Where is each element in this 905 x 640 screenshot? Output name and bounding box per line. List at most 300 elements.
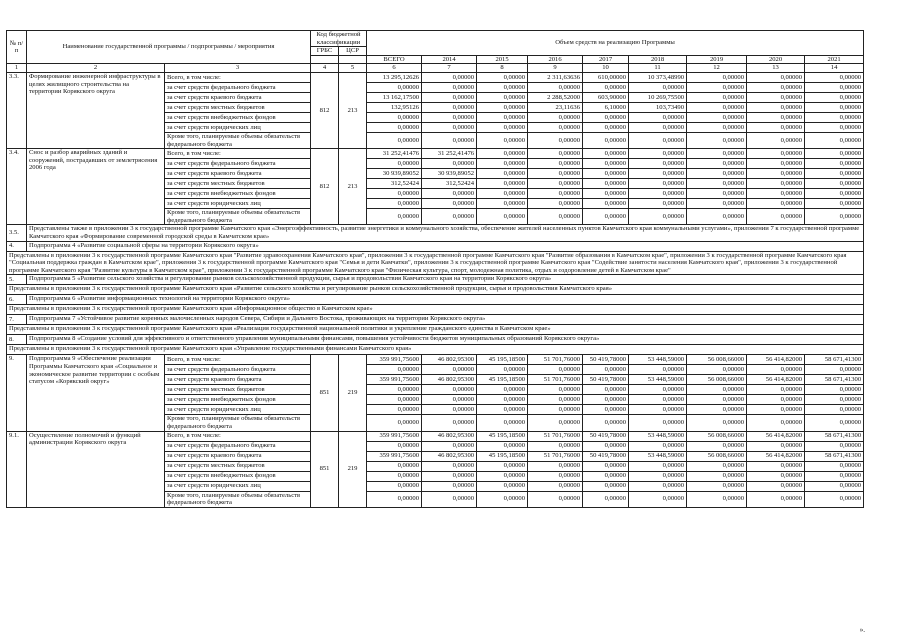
value-cell: 10 373,48990 [629,72,687,82]
value-cell: 0,00000 [477,72,528,82]
value-cell: 53 448,59000 [629,355,687,365]
value-cell: 0,00000 [805,122,864,132]
value-cell: 13 162,17500 [367,92,422,102]
value-cell: 30 939,89052 [367,169,422,179]
value-cell: 0,00000 [629,112,687,122]
value-cell: 0,00000 [528,461,583,471]
value-cell: 0,00000 [528,405,583,415]
value-cell: 0,00000 [629,159,687,169]
index-cell: 7 [422,64,477,73]
table-body [7,31,864,508]
value-cell: 0,00000 [629,169,687,179]
source-label: за счет средств юридических лиц [165,481,311,491]
value-cell: 6,10000 [583,102,629,112]
row-number: 3.4. [7,149,27,225]
value-cell: 312,52424 [367,179,422,189]
value-cell: 0,00000 [583,385,629,395]
value-cell: 46 802,95300 [422,355,477,365]
value-cell: 0,00000 [477,491,528,507]
value-cell: 0,00000 [629,132,687,148]
value-cell: 0,00000 [528,481,583,491]
value-cell: 58 671,41300 [805,451,864,461]
value-cell: 0,00000 [583,415,629,431]
value-cell: 0,00000 [367,112,422,122]
subprogram-title: Подпрограмма 7 «Устойчивое развитие коренных малочисленных народов Севера, Сибири и Дальнего Востока, проживающих на территории Корякского округа» [27,315,864,325]
subprogram-row [7,275,864,285]
value-cell: 103,73490 [629,102,687,112]
grbs-code: 851 [311,355,339,431]
header-grbs-blank [311,55,339,64]
value-cell: 0,00000 [528,132,583,148]
value-cell: 0,00000 [422,405,477,415]
value-cell: 0,00000 [583,441,629,451]
value-cell: 603,90000 [583,92,629,102]
value-cell: 0,00000 [477,112,528,122]
subprogram-number: 6. [7,295,27,305]
source-label: за счет средств местных бюджетов [165,461,311,471]
row-number: 3.3. [7,72,27,148]
value-cell: 0,00000 [747,461,805,471]
source-label: за счет средств внебюджетных фондов [165,112,311,122]
source-label: Всего, в том числе: [165,149,311,159]
value-cell: 0,00000 [583,132,629,148]
value-cell: 0,00000 [805,199,864,209]
value-cell: 0,00000 [583,179,629,189]
value-cell: 50 419,78000 [583,375,629,385]
subprogram-row [7,335,864,345]
source-label: за счет средств местных бюджетов [165,179,311,189]
value-cell: 0,00000 [629,179,687,189]
value-cell: 45 195,18500 [477,451,528,461]
value-cell: 45 195,18500 [477,431,528,441]
subprogram-number: 8. [7,335,27,345]
value-cell: 0,00000 [805,92,864,102]
value-cell: 0,00000 [629,209,687,225]
value-cell: 0,00000 [477,481,528,491]
value-cell: 0,00000 [805,461,864,471]
value-cell: 0,00000 [805,471,864,481]
header-year: 2019 [687,55,747,64]
csr-code: 219 [339,355,367,431]
value-cell: 0,00000 [687,491,747,507]
value-cell: 0,00000 [528,415,583,431]
value-cell: 0,00000 [687,441,747,451]
value-cell: 0,00000 [422,102,477,112]
value-cell: 0,00000 [629,395,687,405]
value-cell: 0,00000 [422,471,477,481]
header-volume: Объем средств на реализацию Программы [367,31,864,56]
csr-code: 213 [339,72,367,148]
value-cell: 0,00000 [477,461,528,471]
grbs-code: 812 [311,72,339,148]
value-cell: 0,00000 [687,481,747,491]
index-cell: 14 [805,64,864,73]
header-year: 2016 [528,55,583,64]
subprogram-row [7,241,864,251]
value-cell: 0,00000 [528,385,583,395]
grbs-code: 812 [311,149,339,225]
source-label: за счет средств краевого бюджета [165,169,311,179]
value-cell: 0,00000 [477,132,528,148]
value-cell: 0,00000 [422,385,477,395]
note-text: Представлены в приложении 3 к государственной программе Камчатского края «Управление государственными финансами Камчатского края» [7,345,864,355]
value-cell: 0,00000 [422,132,477,148]
value-cell: 0,00000 [687,461,747,471]
value-cell: 0,00000 [629,149,687,159]
value-cell: 0,00000 [583,405,629,415]
header-year: 2020 [747,55,805,64]
value-cell: 0,00000 [477,92,528,102]
value-cell: 0,00000 [687,199,747,209]
value-cell: 0,00000 [747,102,805,112]
value-cell: 0,00000 [687,102,747,112]
value-cell: 0,00000 [583,122,629,132]
value-cell: 0,00000 [477,179,528,189]
value-cell: 0,00000 [687,72,747,82]
value-cell: 0,00000 [629,481,687,491]
value-cell: 0,00000 [528,471,583,481]
table-row [7,431,864,441]
index-cell: 5 [339,64,367,73]
value-cell: 0,00000 [422,209,477,225]
source-label: за счет средств краевого бюджета [165,451,311,461]
value-cell: 0,00000 [528,179,583,189]
value-cell: 0,00000 [629,471,687,481]
value-cell: 0,00000 [477,405,528,415]
header-year: 2021 [805,55,864,64]
value-cell: 0,00000 [747,92,805,102]
source-label: за счет средств внебюджетных фондов [165,189,311,199]
value-cell: 58 671,41300 [805,355,864,365]
table-row [7,355,864,365]
value-cell: 0,00000 [477,395,528,405]
value-cell: 0,00000 [422,481,477,491]
value-cell: 0,00000 [583,199,629,209]
value-cell: 0,00000 [805,189,864,199]
note-text: Представлены в приложении 3 к государственной программе Камчатского края «Реализация государственной национальной политики и укрепление гражданского единства в Камчатском крае» [7,325,864,335]
value-cell: 0,00000 [528,189,583,199]
value-cell: 0,00000 [422,92,477,102]
value-cell: 0,00000 [805,82,864,92]
value-cell: 56 008,66000 [687,431,747,441]
value-cell: 0,00000 [629,365,687,375]
index-cell: 6 [367,64,422,73]
subprogram-title: Подпрограмма 6 «Развитие информационных технологий на территории Корякского округа» [27,295,864,305]
value-cell: 0,00000 [805,405,864,415]
value-cell: 0,00000 [747,491,805,507]
value-cell: 56 008,66000 [687,375,747,385]
value-cell: 0,00000 [805,415,864,431]
value-cell: 0,00000 [805,72,864,82]
value-cell: 50 419,78000 [583,355,629,365]
value-cell: 0,00000 [477,102,528,112]
header-num: № п/п [7,31,27,64]
source-label: за счет средств внебюджетных фондов [165,395,311,405]
value-cell: 58 671,41300 [805,431,864,441]
index-cell: 8 [477,64,528,73]
value-cell: 0,00000 [629,199,687,209]
value-cell: 51 701,76000 [528,451,583,461]
source-label: за счет средств краевого бюджета [165,92,311,102]
value-cell: 359 991,75600 [367,451,422,461]
value-cell: 51 701,76000 [528,375,583,385]
value-cell: 0,00000 [747,385,805,395]
value-cell: 0,00000 [422,112,477,122]
value-cell: 0,00000 [422,122,477,132]
value-cell: 10 269,75500 [629,92,687,102]
header-year: 2014 [422,55,477,64]
value-cell: 0,00000 [687,179,747,189]
value-cell: 359 991,75600 [367,355,422,365]
note-row [7,305,864,315]
source-label: Кроме того, планируемые объемы обязательств федерального бюджета [165,415,311,431]
value-cell: 0,00000 [367,82,422,92]
value-cell: 0,00000 [367,461,422,471]
value-cell: 0,00000 [629,122,687,132]
value-cell: 0,00000 [583,189,629,199]
note-number: 3.5. [7,225,27,241]
source-label: за счет средств юридических лиц [165,405,311,415]
value-cell: 0,00000 [687,395,747,405]
value-cell: 0,00000 [477,159,528,169]
value-cell: 0,00000 [422,82,477,92]
subprogram-title: Подпрограмма 8 «Создание условий для эффективного и ответственного управления муниципальными финансами, повышения устойчивости бюджетов муниципальных образований Корякского округа» [27,335,864,345]
note-row [7,285,864,295]
value-cell: 610,00000 [583,72,629,82]
value-cell: 0,00000 [629,82,687,92]
value-cell: 0,00000 [805,481,864,491]
value-cell: 0,00000 [583,169,629,179]
row-name: Подпрограмма 9 «Обеспечение реализации Программы Камчатского края «Социальное и экономическое развитие территории с особым статусом «Корякский округ» [27,355,165,431]
source-label: за счет средств внебюджетных фондов [165,471,311,481]
value-cell: 0,00000 [747,189,805,199]
value-cell: 0,00000 [747,169,805,179]
index-cell: 1 [7,64,27,73]
value-cell: 0,00000 [422,189,477,199]
value-cell: 0,00000 [805,179,864,189]
value-cell: 0,00000 [629,491,687,507]
value-cell: 0,00000 [747,82,805,92]
value-cell: 0,00000 [747,405,805,415]
note-text: Представлены также в приложении 3 к государственной программе Камчатского края «Энергоэффективность, развитие энергетики и коммунального хозяйства, обеспечение жителей населенных пунктов Камчатского края коммунальными услугами», приложении 7 к государственной программе Камчатского края «Формирование современной городской среды в Камчатском крае» [27,225,864,241]
grbs-code: 851 [311,431,339,507]
value-cell: 132,95126 [367,102,422,112]
value-cell: 0,00000 [805,102,864,112]
value-cell: 0,00000 [528,209,583,225]
value-cell: 0,00000 [367,122,422,132]
value-cell: 0,00000 [805,441,864,451]
value-cell: 0,00000 [805,209,864,225]
value-cell: 0,00000 [583,481,629,491]
value-cell: 0,00000 [687,471,747,481]
value-cell: 0,00000 [477,209,528,225]
value-cell: 0,00000 [422,461,477,471]
value-cell: 46 802,95300 [422,451,477,461]
value-cell: 0,00000 [583,112,629,122]
value-cell: 0,00000 [583,159,629,169]
note-text: Представлены в приложении 3 к государственной программе Камчатского края «Развитие сельского хозяйства и регулирование рынков сельскохозяйственной продукции, сырья и продовольствия Камчатского края» [7,285,864,295]
value-cell: 0,00000 [583,395,629,405]
note-text: Представлены в приложении 3 к государственной программе Камчатского края «Информационное общество в Камчатском крае» [7,305,864,315]
value-cell: 0,00000 [367,405,422,415]
value-cell: 0,00000 [687,159,747,169]
value-cell: 58 671,41300 [805,375,864,385]
source-label: за счет средств юридических лиц [165,199,311,209]
header-name: Наименование государственной программы / подпрограммы / мероприятия [27,31,311,64]
value-cell: 0,00000 [687,149,747,159]
value-cell: 0,00000 [629,461,687,471]
row-number: 9.1. [7,431,27,507]
row-name: Формирование инженерной инфраструктуры в целях жилищного строительства на территории Корякского округа [27,72,165,148]
value-cell: 0,00000 [422,415,477,431]
value-cell: 23,11636 [528,102,583,112]
value-cell: 56 008,66000 [687,355,747,365]
value-cell: 0,00000 [367,491,422,507]
value-cell: 0,00000 [367,132,422,148]
value-cell: 0,00000 [687,405,747,415]
value-cell: 0,00000 [805,491,864,507]
value-cell: 0,00000 [629,189,687,199]
table-row [7,149,864,159]
value-cell: 0,00000 [367,471,422,481]
value-cell: 0,00000 [528,395,583,405]
budget-table [6,30,864,508]
value-cell: 0,00000 [805,149,864,159]
value-cell: 53 448,59000 [629,451,687,461]
value-cell: 0,00000 [528,82,583,92]
value-cell: 0,00000 [687,415,747,431]
source-label: за счет средств федерального бюджета [165,441,311,451]
value-cell: 0,00000 [477,415,528,431]
value-cell: 0,00000 [528,199,583,209]
index-cell: 3 [165,64,311,73]
value-cell: 0,00000 [477,441,528,451]
value-cell: 0,00000 [747,72,805,82]
value-cell: 0,00000 [583,149,629,159]
value-cell: 0,00000 [583,491,629,507]
value-cell: 0,00000 [629,385,687,395]
value-cell: 0,00000 [747,395,805,405]
header-csr: ЦСР [339,47,367,56]
value-cell: 0,00000 [747,132,805,148]
value-cell: 0,00000 [367,385,422,395]
index-cell: 12 [687,64,747,73]
value-cell: 0,00000 [687,189,747,199]
value-cell: 0,00000 [687,122,747,132]
value-cell: 0,00000 [583,82,629,92]
value-cell: 0,00000 [528,441,583,451]
value-cell: 0,00000 [805,169,864,179]
value-cell: 50 419,78000 [583,431,629,441]
footer-mark: ». [859,626,865,634]
table-row [7,72,864,82]
value-cell: 0,00000 [528,149,583,159]
value-cell: 0,00000 [747,365,805,375]
value-cell: 0,00000 [583,209,629,225]
value-cell: 0,00000 [747,112,805,122]
value-cell: 0,00000 [747,179,805,189]
header-total: ВСЕГО [367,55,422,64]
value-cell: 0,00000 [477,199,528,209]
value-cell: 0,00000 [687,385,747,395]
source-label: за счет средств федерального бюджета [165,365,311,375]
header-grbs: ГРБС [311,47,339,56]
value-cell: 0,00000 [367,159,422,169]
value-cell: 0,00000 [747,122,805,132]
value-cell: 0,00000 [629,441,687,451]
source-label: Всего, в том числе: [165,431,311,441]
value-cell: 31 252,41476 [367,149,422,159]
source-label: Кроме того, планируемые объемы обязательств федерального бюджета [165,491,311,507]
value-cell: 0,00000 [528,122,583,132]
source-label: за счет средств местных бюджетов [165,385,311,395]
value-cell: 0,00000 [747,481,805,491]
value-cell: 0,00000 [422,441,477,451]
value-cell: 0,00000 [747,199,805,209]
value-cell: 0,00000 [477,122,528,132]
value-cell: 0,00000 [528,169,583,179]
value-cell: 0,00000 [687,169,747,179]
value-cell: 0,00000 [629,415,687,431]
value-cell: 0,00000 [805,395,864,405]
value-cell: 13 295,12626 [367,72,422,82]
note-row [7,225,864,241]
subprogram-number: 4. [7,241,27,251]
value-cell: 51 701,76000 [528,431,583,441]
value-cell: 0,00000 [629,405,687,415]
value-cell: 56 414,82000 [747,451,805,461]
source-label: за счет средств федерального бюджета [165,82,311,92]
value-cell: 0,00000 [367,199,422,209]
csr-code: 213 [339,149,367,225]
note-row [7,251,864,275]
value-cell: 0,00000 [805,159,864,169]
header-year: 2017 [583,55,629,64]
value-cell: 0,00000 [583,471,629,481]
value-cell: 0,00000 [367,365,422,375]
value-cell: 0,00000 [477,189,528,199]
value-cell: 0,00000 [805,385,864,395]
value-cell: 0,00000 [805,365,864,375]
index-cell: 4 [311,64,339,73]
value-cell: 0,00000 [367,189,422,199]
value-cell: 56 008,66000 [687,451,747,461]
subprogram-row [7,315,864,325]
value-cell: 0,00000 [422,159,477,169]
index-cell: 2 [27,64,165,73]
value-cell: 0,00000 [747,149,805,159]
value-cell: 0,00000 [687,112,747,122]
value-cell: 0,00000 [747,441,805,451]
value-cell: 0,00000 [687,132,747,148]
value-cell: 0,00000 [747,415,805,431]
header-year: 2015 [477,55,528,64]
value-cell: 53 448,59000 [629,375,687,385]
value-cell: 0,00000 [528,365,583,375]
value-cell: 0,00000 [747,471,805,481]
subprogram-number: 7. [7,315,27,325]
index-cell: 9 [528,64,583,73]
value-cell: 46 802,95300 [422,375,477,385]
value-cell: 359 991,75600 [367,431,422,441]
note-text: Представлены в приложении 3 к государственной программе Камчатского края "Развитие здравоохранения Камчатского края", приложении 3 к государственной программе Камчатского края "Развитие образования в Камчатском крае", приложении 3 к государственной программе Камчатского края "Социальная поддержка граждан в Камчатском крае", приложения 3 к государственной программе Камчатского края "Семья и дети Камчатки", приложении 3 к государственной программе Камчатского края "Содействие занятости населения Камчатского края", приложении 3 к государственной программе Камчатского края "Развитие культуры в Камчатском крае", приложении 3 к государственной программе Камчатского края "Физическая культура, спорт, молодежная политика, отдых и оздоровление детей в Камчатском крае" [7,251,864,275]
value-cell: 50 419,78000 [583,451,629,461]
subprogram-row [7,295,864,305]
header-code: Код бюджетной классификации [311,31,367,47]
value-cell: 0,00000 [747,209,805,225]
value-cell: 0,00000 [422,365,477,375]
value-cell: 56 414,82000 [747,355,805,365]
